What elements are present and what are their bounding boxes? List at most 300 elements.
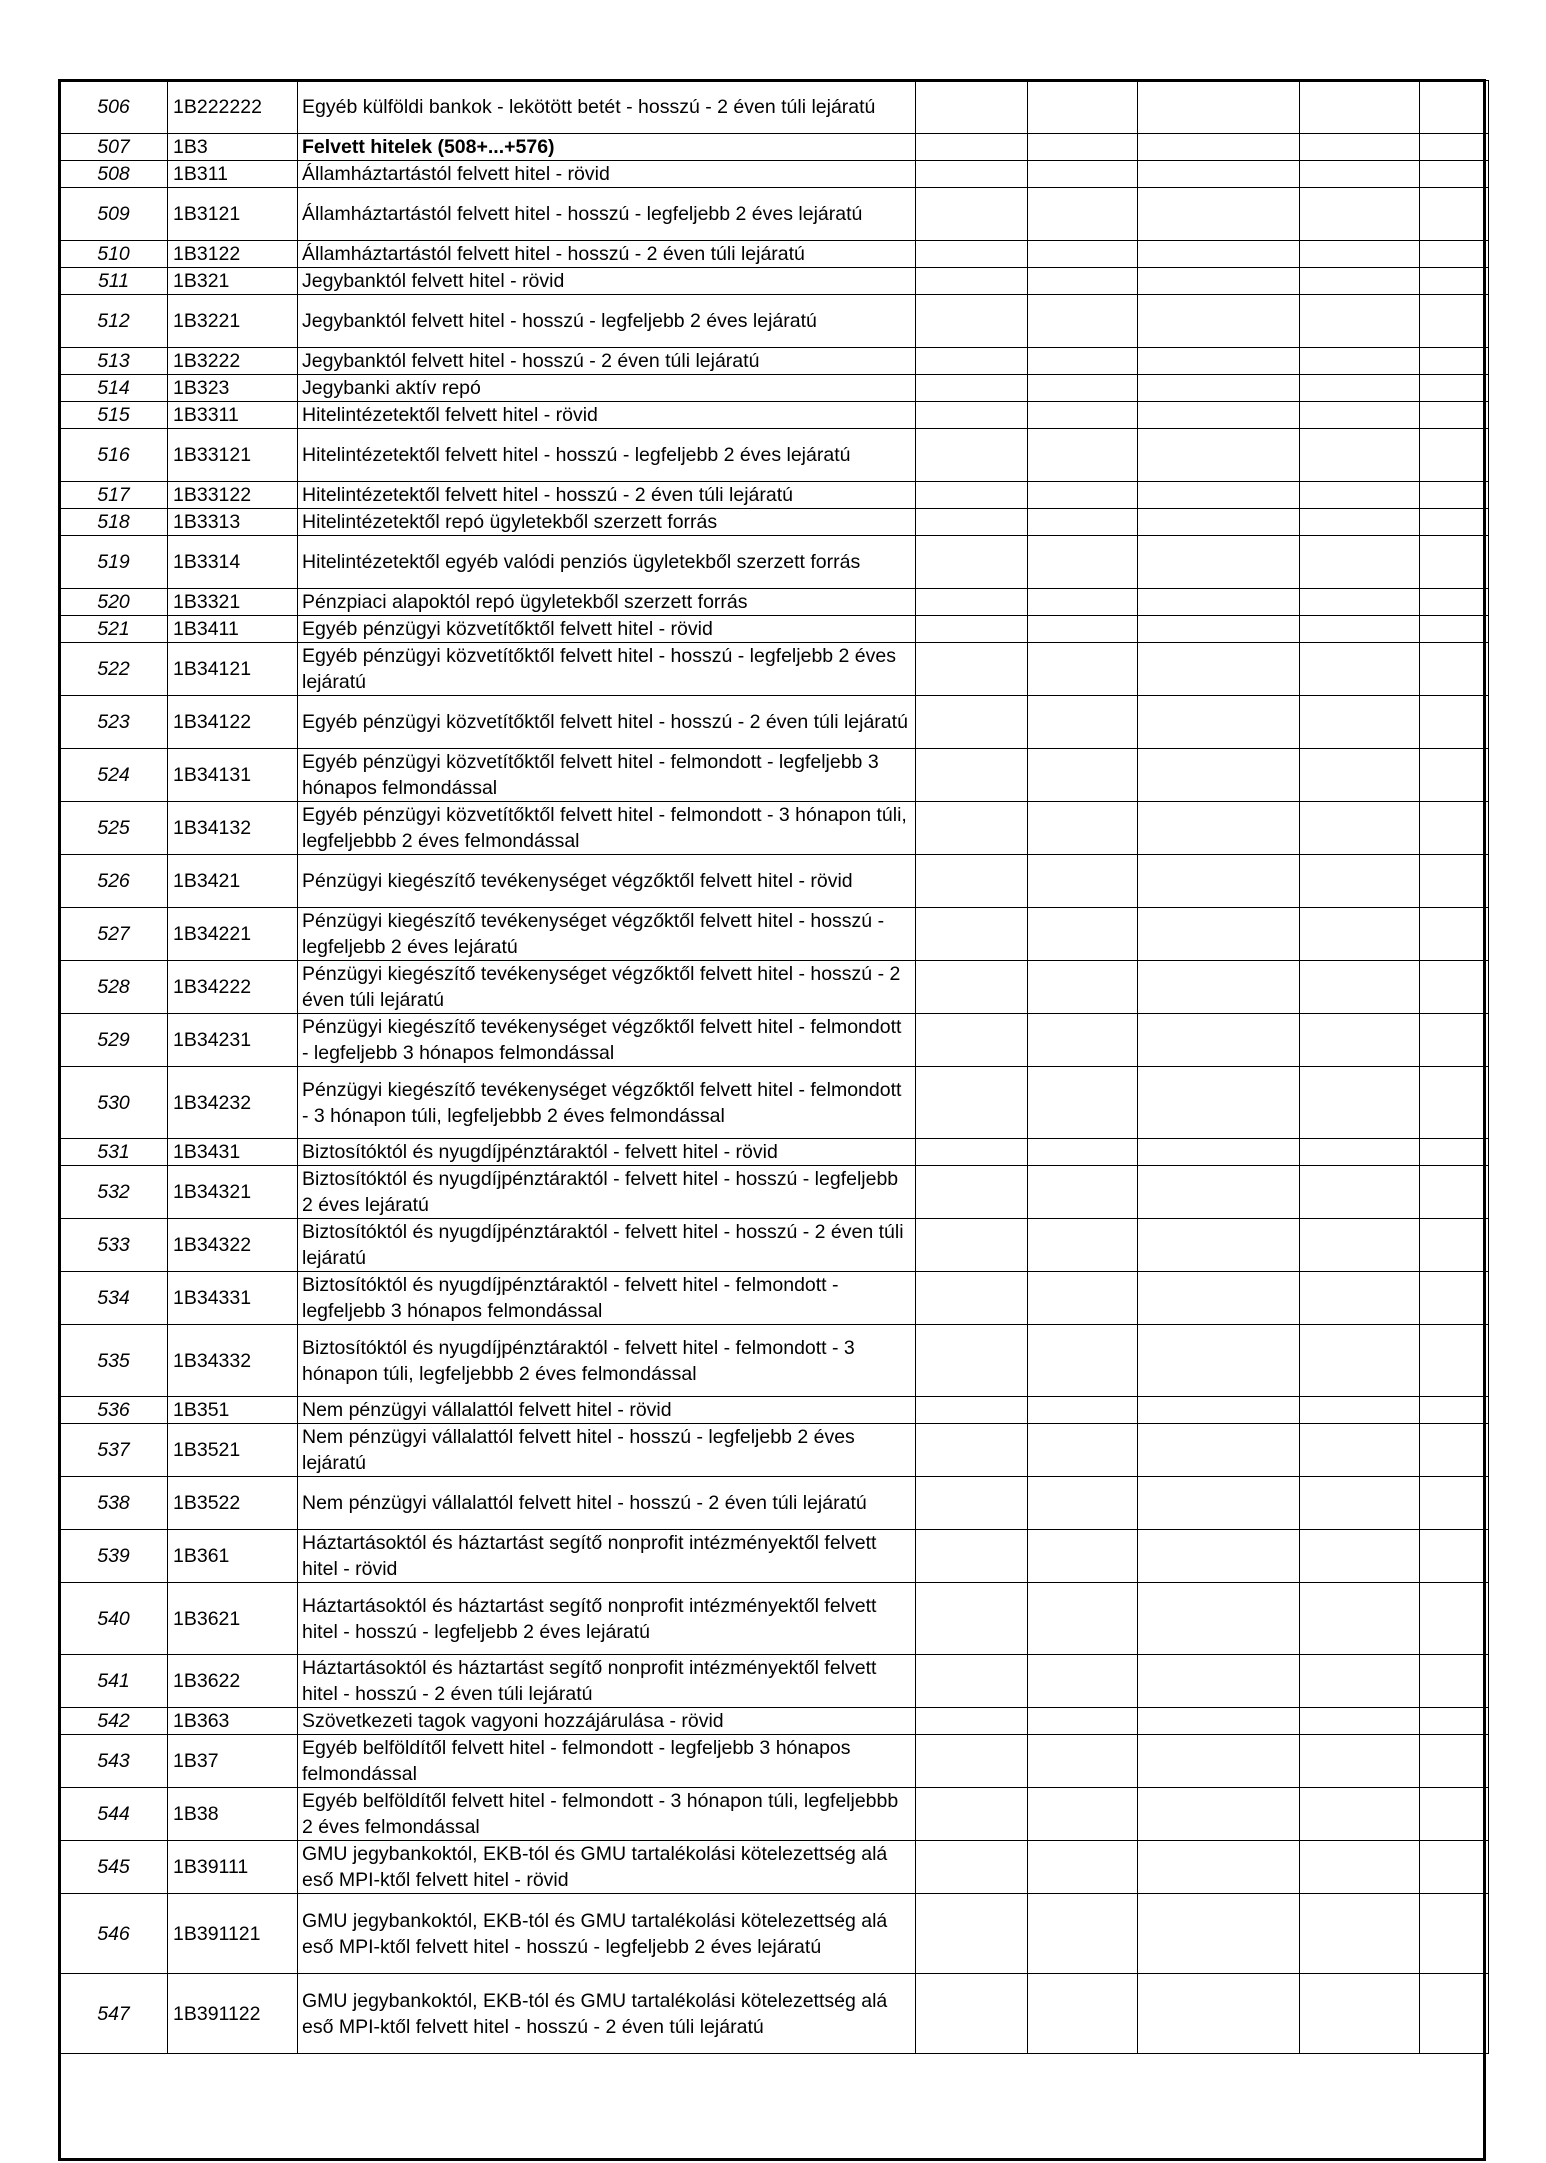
row-code: 1B3521 bbox=[168, 1424, 298, 1477]
row-code: 1B34331 bbox=[168, 1272, 298, 1325]
row-description: Biztosítóktól és nyugdíjpénztáraktól - felvett hitel - felmondott - legfeljebb 3 hónapos felmondással bbox=[298, 1272, 916, 1325]
row-code: 1B391121 bbox=[168, 1894, 298, 1974]
value-cell-4 bbox=[1300, 1325, 1420, 1397]
row-code: 1B3622 bbox=[168, 1655, 298, 1708]
row-number: 531 bbox=[60, 1139, 168, 1166]
value-cell-5 bbox=[1420, 1477, 1489, 1530]
value-cell-4 bbox=[1300, 1014, 1420, 1067]
row-description: GMU jegybankoktól, EKB-tól és GMU tartalékolási kötelezettség alá eső MPI-ktől felvett hitel - hosszú - legfeljebb 2 éves lejáratú bbox=[298, 1894, 916, 1974]
value-cell-1 bbox=[916, 855, 1028, 908]
table-row bbox=[60, 908, 1489, 961]
row-description: Biztosítóktól és nyugdíjpénztáraktól - felvett hitel - felmondott - 3 hónapon túli, legfeljebbb 2 éves felmondással bbox=[298, 1325, 916, 1397]
row-number: 524 bbox=[60, 749, 168, 802]
row-number: 532 bbox=[60, 1166, 168, 1219]
value-cell-3 bbox=[1138, 1166, 1300, 1219]
row-description: Nem pénzügyi vállalattól felvett hitel - hosszú - legfeljebb 2 éves lejáratú bbox=[298, 1424, 916, 1477]
row-number: 522 bbox=[60, 643, 168, 696]
value-cell-1 bbox=[916, 1841, 1028, 1894]
row-description: Államháztartástól felvett hitel - hosszú - 2 éven túli lejáratú bbox=[298, 241, 916, 268]
value-cell-4 bbox=[1300, 1424, 1420, 1477]
value-cell-1 bbox=[916, 429, 1028, 482]
row-description: Biztosítóktól és nyugdíjpénztáraktól - felvett hitel - hosszú - 2 éven túli lejáratú bbox=[298, 1219, 916, 1272]
value-cell-2 bbox=[1028, 643, 1138, 696]
value-cell-4 bbox=[1300, 855, 1420, 908]
row-description: Pénzügyi kiegészítő tevékenységet végzőktől felvett hitel - felmondott - legfeljebb 3 hónapos felmondással bbox=[298, 1014, 916, 1067]
value-cell-2 bbox=[1028, 402, 1138, 429]
row-number: 519 bbox=[60, 536, 168, 589]
value-cell-1 bbox=[916, 643, 1028, 696]
value-cell-5 bbox=[1420, 855, 1489, 908]
table-row bbox=[60, 134, 1489, 161]
value-cell-3 bbox=[1138, 908, 1300, 961]
value-cell-3 bbox=[1138, 348, 1300, 375]
value-cell-3 bbox=[1138, 749, 1300, 802]
value-cell-5 bbox=[1420, 1424, 1489, 1477]
row-code: 1B3311 bbox=[168, 402, 298, 429]
value-cell-4 bbox=[1300, 268, 1420, 295]
value-cell-2 bbox=[1028, 1424, 1138, 1477]
row-description: Nem pénzügyi vállalattól felvett hitel - hosszú - 2 éven túli lejáratú bbox=[298, 1477, 916, 1530]
value-cell-2 bbox=[1028, 1708, 1138, 1735]
row-code: 1B34122 bbox=[168, 696, 298, 749]
value-cell-4 bbox=[1300, 1272, 1420, 1325]
row-number: 538 bbox=[60, 1477, 168, 1530]
value-cell-2 bbox=[1028, 802, 1138, 855]
value-cell-1 bbox=[916, 908, 1028, 961]
value-cell-3 bbox=[1138, 295, 1300, 348]
value-cell-5 bbox=[1420, 1788, 1489, 1841]
value-cell-3 bbox=[1138, 1477, 1300, 1530]
row-number: 525 bbox=[60, 802, 168, 855]
value-cell-4 bbox=[1300, 1219, 1420, 1272]
value-cell-2 bbox=[1028, 482, 1138, 509]
row-number: 512 bbox=[60, 295, 168, 348]
value-cell-5 bbox=[1420, 1014, 1489, 1067]
value-cell-1 bbox=[916, 1272, 1028, 1325]
row-code: 1B351 bbox=[168, 1397, 298, 1424]
row-number: 520 bbox=[60, 589, 168, 616]
table-row bbox=[60, 1894, 1489, 1974]
value-cell-1 bbox=[916, 1530, 1028, 1583]
value-cell-1 bbox=[916, 1325, 1028, 1397]
value-cell-1 bbox=[916, 1583, 1028, 1655]
value-cell-4 bbox=[1300, 802, 1420, 855]
table-row bbox=[60, 616, 1489, 643]
value-cell-3 bbox=[1138, 1583, 1300, 1655]
row-description: Egyéb belföldítől felvett hitel - felmondott - 3 hónapon túli, legfeljebbb 2 éves felmondással bbox=[298, 1788, 916, 1841]
value-cell-4 bbox=[1300, 1974, 1420, 2054]
value-cell-4 bbox=[1300, 429, 1420, 482]
row-code: 1B311 bbox=[168, 161, 298, 188]
value-cell-3 bbox=[1138, 134, 1300, 161]
value-cell-5 bbox=[1420, 1735, 1489, 1788]
row-number: 534 bbox=[60, 1272, 168, 1325]
value-cell-5 bbox=[1420, 241, 1489, 268]
table-row bbox=[60, 643, 1489, 696]
value-cell-4 bbox=[1300, 1735, 1420, 1788]
row-code: 1B3221 bbox=[168, 295, 298, 348]
value-cell-2 bbox=[1028, 295, 1138, 348]
value-cell-3 bbox=[1138, 855, 1300, 908]
table-row bbox=[60, 696, 1489, 749]
value-cell-2 bbox=[1028, 749, 1138, 802]
table-row bbox=[60, 348, 1489, 375]
value-cell-5 bbox=[1420, 1708, 1489, 1735]
row-description: Pénzügyi kiegészítő tevékenységet végzőktől felvett hitel - felmondott - 3 hónapon túli, legfeljebbb 2 éves felmondással bbox=[298, 1067, 916, 1139]
table-row bbox=[60, 855, 1489, 908]
value-cell-2 bbox=[1028, 188, 1138, 241]
value-cell-1 bbox=[916, 1067, 1028, 1139]
row-number: 540 bbox=[60, 1583, 168, 1655]
value-cell-3 bbox=[1138, 1272, 1300, 1325]
value-cell-4 bbox=[1300, 402, 1420, 429]
table-body bbox=[60, 81, 1489, 2054]
value-cell-4 bbox=[1300, 161, 1420, 188]
value-cell-1 bbox=[916, 482, 1028, 509]
value-cell-2 bbox=[1028, 589, 1138, 616]
row-description: Biztosítóktól és nyugdíjpénztáraktól - felvett hitel - rövid bbox=[298, 1139, 916, 1166]
table-row bbox=[60, 241, 1489, 268]
value-cell-4 bbox=[1300, 1477, 1420, 1530]
value-cell-2 bbox=[1028, 696, 1138, 749]
table-row bbox=[60, 1477, 1489, 1530]
value-cell-3 bbox=[1138, 1325, 1300, 1397]
row-description: Egyéb pénzügyi közvetítőktől felvett hitel - rövid bbox=[298, 616, 916, 643]
row-code: 1B323 bbox=[168, 375, 298, 402]
value-cell-2 bbox=[1028, 161, 1138, 188]
value-cell-5 bbox=[1420, 509, 1489, 536]
value-cell-2 bbox=[1028, 1014, 1138, 1067]
value-cell-1 bbox=[916, 1166, 1028, 1219]
value-cell-1 bbox=[916, 536, 1028, 589]
row-code: 1B34332 bbox=[168, 1325, 298, 1397]
value-cell-1 bbox=[916, 348, 1028, 375]
value-cell-1 bbox=[916, 749, 1028, 802]
value-cell-2 bbox=[1028, 81, 1138, 134]
value-cell-3 bbox=[1138, 429, 1300, 482]
value-cell-1 bbox=[916, 1424, 1028, 1477]
value-cell-3 bbox=[1138, 1397, 1300, 1424]
value-cell-2 bbox=[1028, 1397, 1138, 1424]
value-cell-3 bbox=[1138, 696, 1300, 749]
row-code: 1B3313 bbox=[168, 509, 298, 536]
value-cell-4 bbox=[1300, 188, 1420, 241]
value-cell-5 bbox=[1420, 161, 1489, 188]
row-code: 1B321 bbox=[168, 268, 298, 295]
table-row bbox=[60, 749, 1489, 802]
value-cell-2 bbox=[1028, 1583, 1138, 1655]
row-description: Háztartásoktól és háztartást segítő nonprofit intézményektől felvett hitel - hosszú - legfeljebb 2 éves lejáratú bbox=[298, 1583, 916, 1655]
value-cell-4 bbox=[1300, 536, 1420, 589]
value-cell-4 bbox=[1300, 1067, 1420, 1139]
row-number: 511 bbox=[60, 268, 168, 295]
value-cell-1 bbox=[916, 1894, 1028, 1974]
row-description: Nem pénzügyi vállalattól felvett hitel - rövid bbox=[298, 1397, 916, 1424]
value-cell-4 bbox=[1300, 749, 1420, 802]
row-description: Egyéb belföldítől felvett hitel - felmondott - legfeljebb 3 hónapos felmondással bbox=[298, 1735, 916, 1788]
value-cell-5 bbox=[1420, 536, 1489, 589]
row-code: 1B34232 bbox=[168, 1067, 298, 1139]
value-cell-3 bbox=[1138, 1788, 1300, 1841]
value-cell-2 bbox=[1028, 1325, 1138, 1397]
value-cell-2 bbox=[1028, 509, 1138, 536]
value-cell-5 bbox=[1420, 81, 1489, 134]
row-code: 1B37 bbox=[168, 1735, 298, 1788]
row-number: 508 bbox=[60, 161, 168, 188]
row-number: 536 bbox=[60, 1397, 168, 1424]
value-cell-2 bbox=[1028, 616, 1138, 643]
value-cell-5 bbox=[1420, 429, 1489, 482]
row-description: Egyéb pénzügyi közvetítőktől felvett hitel - hosszú - 2 éven túli lejáratú bbox=[298, 696, 916, 749]
table-row bbox=[60, 1841, 1489, 1894]
value-cell-1 bbox=[916, 1974, 1028, 2054]
row-description: Egyéb pénzügyi közvetítőktől felvett hitel - hosszú - legfeljebb 2 éves lejáratú bbox=[298, 643, 916, 696]
row-number: 521 bbox=[60, 616, 168, 643]
row-code: 1B34121 bbox=[168, 643, 298, 696]
table-row bbox=[60, 1424, 1489, 1477]
value-cell-3 bbox=[1138, 1974, 1300, 2054]
table-row bbox=[60, 1397, 1489, 1424]
row-number: 543 bbox=[60, 1735, 168, 1788]
value-cell-2 bbox=[1028, 1735, 1138, 1788]
value-cell-1 bbox=[916, 295, 1028, 348]
table-row bbox=[60, 509, 1489, 536]
table-row bbox=[60, 1530, 1489, 1583]
value-cell-4 bbox=[1300, 482, 1420, 509]
value-cell-3 bbox=[1138, 1424, 1300, 1477]
value-cell-5 bbox=[1420, 1397, 1489, 1424]
value-cell-4 bbox=[1300, 134, 1420, 161]
value-cell-1 bbox=[916, 616, 1028, 643]
value-cell-5 bbox=[1420, 1139, 1489, 1166]
value-cell-2 bbox=[1028, 855, 1138, 908]
row-description: Pénzügyi kiegészítő tevékenységet végzőktől felvett hitel - rövid bbox=[298, 855, 916, 908]
value-cell-1 bbox=[916, 241, 1028, 268]
value-cell-1 bbox=[916, 1735, 1028, 1788]
value-cell-3 bbox=[1138, 81, 1300, 134]
value-cell-3 bbox=[1138, 1655, 1300, 1708]
row-description: Jegybanktól felvett hitel - hosszú - 2 éven túli lejáratú bbox=[298, 348, 916, 375]
row-description: Hitelintézetektől felvett hitel - rövid bbox=[298, 402, 916, 429]
value-cell-4 bbox=[1300, 696, 1420, 749]
value-cell-4 bbox=[1300, 295, 1420, 348]
data-table bbox=[59, 80, 1489, 2054]
row-number: 517 bbox=[60, 482, 168, 509]
value-cell-4 bbox=[1300, 375, 1420, 402]
value-cell-3 bbox=[1138, 241, 1300, 268]
row-description: Egyéb pénzügyi közvetítőktől felvett hitel - felmondott - 3 hónapon túli, legfeljebbb 2 éves felmondással bbox=[298, 802, 916, 855]
row-number: 546 bbox=[60, 1894, 168, 1974]
value-cell-3 bbox=[1138, 961, 1300, 1014]
table-row bbox=[60, 536, 1489, 589]
row-description: Hitelintézetektől felvett hitel - hosszú - 2 éven túli lejáratú bbox=[298, 482, 916, 509]
value-cell-1 bbox=[916, 402, 1028, 429]
value-cell-3 bbox=[1138, 161, 1300, 188]
row-description: Jegybanktól felvett hitel - hosszú - legfeljebb 2 éves lejáratú bbox=[298, 295, 916, 348]
value-cell-3 bbox=[1138, 188, 1300, 241]
value-cell-3 bbox=[1138, 509, 1300, 536]
row-description: Egyéb külföldi bankok - lekötött betét - hosszú - 2 éven túli lejáratú bbox=[298, 81, 916, 134]
row-description: GMU jegybankoktól, EKB-tól és GMU tartalékolási kötelezettség alá eső MPI-ktől felvett hitel - hosszú - 2 éven túli lejáratú bbox=[298, 1974, 916, 2054]
row-number: 529 bbox=[60, 1014, 168, 1067]
value-cell-2 bbox=[1028, 1219, 1138, 1272]
value-cell-1 bbox=[916, 1708, 1028, 1735]
row-description: Egyéb pénzügyi közvetítőktől felvett hitel - felmondott - legfeljebb 3 hónapos felmondással bbox=[298, 749, 916, 802]
row-number: 541 bbox=[60, 1655, 168, 1708]
value-cell-3 bbox=[1138, 1894, 1300, 1974]
row-number: 545 bbox=[60, 1841, 168, 1894]
value-cell-2 bbox=[1028, 961, 1138, 1014]
value-cell-1 bbox=[916, 268, 1028, 295]
row-code: 1B34131 bbox=[168, 749, 298, 802]
value-cell-5 bbox=[1420, 1655, 1489, 1708]
value-cell-4 bbox=[1300, 509, 1420, 536]
row-description: Háztartásoktól és háztartást segítő nonprofit intézményektől felvett hitel - hosszú - 2 éven túli lejáratú bbox=[298, 1655, 916, 1708]
row-number: 514 bbox=[60, 375, 168, 402]
value-cell-4 bbox=[1300, 348, 1420, 375]
row-description: Szövetkezeti tagok vagyoni hozzájárulása - rövid bbox=[298, 1708, 916, 1735]
table-row bbox=[60, 402, 1489, 429]
row-code: 1B3621 bbox=[168, 1583, 298, 1655]
table-row bbox=[60, 589, 1489, 616]
value-cell-2 bbox=[1028, 536, 1138, 589]
value-cell-2 bbox=[1028, 1894, 1138, 1974]
row-description: Biztosítóktól és nyugdíjpénztáraktól - felvett hitel - hosszú - legfeljebb 2 éves lejáratú bbox=[298, 1166, 916, 1219]
row-code: 1B3122 bbox=[168, 241, 298, 268]
value-cell-5 bbox=[1420, 802, 1489, 855]
value-cell-4 bbox=[1300, 908, 1420, 961]
row-code: 1B34231 bbox=[168, 1014, 298, 1067]
value-cell-4 bbox=[1300, 1530, 1420, 1583]
row-code: 1B34222 bbox=[168, 961, 298, 1014]
row-description: Háztartásoktól és háztartást segítő nonprofit intézményektől felvett hitel - rövid bbox=[298, 1530, 916, 1583]
value-cell-2 bbox=[1028, 1530, 1138, 1583]
value-cell-4 bbox=[1300, 616, 1420, 643]
row-code: 1B39111 bbox=[168, 1841, 298, 1894]
value-cell-5 bbox=[1420, 1974, 1489, 2054]
table-row bbox=[60, 161, 1489, 188]
value-cell-4 bbox=[1300, 1139, 1420, 1166]
row-number: 542 bbox=[60, 1708, 168, 1735]
value-cell-5 bbox=[1420, 1272, 1489, 1325]
value-cell-2 bbox=[1028, 1067, 1138, 1139]
value-cell-5 bbox=[1420, 482, 1489, 509]
row-description: Államháztartástól felvett hitel - rövid bbox=[298, 161, 916, 188]
row-description: Pénzügyi kiegészítő tevékenységet végzőktől felvett hitel - hosszú - legfeljebb 2 éves lejáratú bbox=[298, 908, 916, 961]
value-cell-3 bbox=[1138, 802, 1300, 855]
value-cell-5 bbox=[1420, 1325, 1489, 1397]
value-cell-2 bbox=[1028, 908, 1138, 961]
value-cell-5 bbox=[1420, 1894, 1489, 1974]
row-number: 526 bbox=[60, 855, 168, 908]
row-code: 1B222222 bbox=[168, 81, 298, 134]
row-code: 1B34132 bbox=[168, 802, 298, 855]
value-cell-5 bbox=[1420, 1841, 1489, 1894]
row-description: Hitelintézetektől felvett hitel - hosszú - legfeljebb 2 éves lejáratú bbox=[298, 429, 916, 482]
value-cell-4 bbox=[1300, 1708, 1420, 1735]
value-cell-2 bbox=[1028, 241, 1138, 268]
row-number: 539 bbox=[60, 1530, 168, 1583]
row-description: Jegybanktól felvett hitel - rövid bbox=[298, 268, 916, 295]
table-row bbox=[60, 1139, 1489, 1166]
value-cell-5 bbox=[1420, 1219, 1489, 1272]
value-cell-3 bbox=[1138, 268, 1300, 295]
value-cell-5 bbox=[1420, 908, 1489, 961]
table-row bbox=[60, 802, 1489, 855]
table-row bbox=[60, 961, 1489, 1014]
row-number: 533 bbox=[60, 1219, 168, 1272]
row-number: 527 bbox=[60, 908, 168, 961]
value-cell-3 bbox=[1138, 1219, 1300, 1272]
value-cell-4 bbox=[1300, 1583, 1420, 1655]
value-cell-4 bbox=[1300, 589, 1420, 616]
row-description: Államháztartástól felvett hitel - hosszú - legfeljebb 2 éves lejáratú bbox=[298, 188, 916, 241]
value-cell-5 bbox=[1420, 616, 1489, 643]
table-row bbox=[60, 429, 1489, 482]
value-cell-1 bbox=[916, 188, 1028, 241]
value-cell-5 bbox=[1420, 961, 1489, 1014]
value-cell-1 bbox=[916, 161, 1028, 188]
value-cell-1 bbox=[916, 1655, 1028, 1708]
table-row bbox=[60, 1788, 1489, 1841]
row-code: 1B3411 bbox=[168, 616, 298, 643]
value-cell-1 bbox=[916, 1139, 1028, 1166]
value-cell-1 bbox=[916, 802, 1028, 855]
row-number: 544 bbox=[60, 1788, 168, 1841]
value-cell-5 bbox=[1420, 375, 1489, 402]
value-cell-4 bbox=[1300, 81, 1420, 134]
value-cell-3 bbox=[1138, 1530, 1300, 1583]
row-code: 1B3421 bbox=[168, 855, 298, 908]
row-code: 1B3 bbox=[168, 134, 298, 161]
row-code: 1B33121 bbox=[168, 429, 298, 482]
value-cell-5 bbox=[1420, 1166, 1489, 1219]
value-cell-5 bbox=[1420, 696, 1489, 749]
row-number: 507 bbox=[60, 134, 168, 161]
value-cell-3 bbox=[1138, 482, 1300, 509]
value-cell-4 bbox=[1300, 643, 1420, 696]
row-description: GMU jegybankoktól, EKB-tól és GMU tartalékolási kötelezettség alá eső MPI-ktől felvett hitel - rövid bbox=[298, 1841, 916, 1894]
table-row bbox=[60, 1067, 1489, 1139]
value-cell-3 bbox=[1138, 402, 1300, 429]
value-cell-1 bbox=[916, 1219, 1028, 1272]
value-cell-1 bbox=[916, 1477, 1028, 1530]
value-cell-2 bbox=[1028, 375, 1138, 402]
value-cell-2 bbox=[1028, 1841, 1138, 1894]
value-cell-1 bbox=[916, 375, 1028, 402]
value-cell-5 bbox=[1420, 643, 1489, 696]
row-description: Felvett hitelek (508+...+576) bbox=[298, 134, 916, 161]
table-row bbox=[60, 81, 1489, 134]
row-code: 1B33122 bbox=[168, 482, 298, 509]
value-cell-1 bbox=[916, 589, 1028, 616]
value-cell-3 bbox=[1138, 1841, 1300, 1894]
table-row bbox=[60, 1219, 1489, 1272]
value-cell-5 bbox=[1420, 295, 1489, 348]
row-number: 510 bbox=[60, 241, 168, 268]
row-description: Pénzügyi kiegészítő tevékenységet végzőktől felvett hitel - hosszú - 2 éven túli lejáratú bbox=[298, 961, 916, 1014]
row-code: 1B3222 bbox=[168, 348, 298, 375]
row-number: 547 bbox=[60, 1974, 168, 2054]
value-cell-5 bbox=[1420, 188, 1489, 241]
table-row bbox=[60, 295, 1489, 348]
row-number: 516 bbox=[60, 429, 168, 482]
row-number: 518 bbox=[60, 509, 168, 536]
value-cell-4 bbox=[1300, 1166, 1420, 1219]
value-cell-3 bbox=[1138, 1014, 1300, 1067]
value-cell-4 bbox=[1300, 1655, 1420, 1708]
value-cell-1 bbox=[916, 81, 1028, 134]
